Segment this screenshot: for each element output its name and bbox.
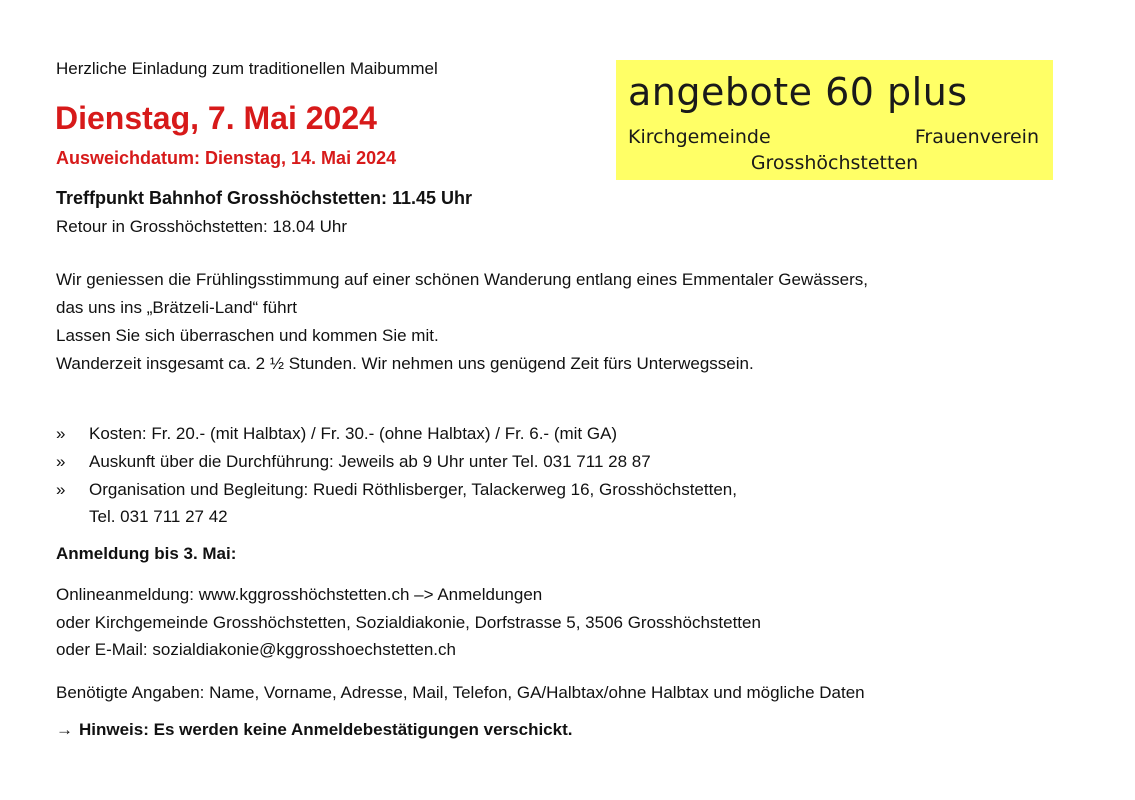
bullet-item-costs: Kosten: Fr. 20.- (mit Halbtax) / Fr. 30.- (ohne Halbtax) / Fr. 6.- (mit GA) xyxy=(89,424,618,443)
logo-kirchgemeinde: Kirchgemeinde xyxy=(628,126,771,148)
bullet-item-phone: Tel. 031 711 27 42 xyxy=(89,507,228,526)
alternative-date: Ausweichdatum: Dienstag, 14. Mai 2024 xyxy=(56,148,397,168)
bullet-item-organisation: Organisation und Begleitung: Ruedi Röthlisberger, Talackerweg 16, Grosshöchstetten, xyxy=(89,480,737,499)
registration-online: Onlineanmeldung: www.kggrosshöchstetten.ch –> Anmeldungen xyxy=(56,585,543,604)
hint-note xyxy=(56,720,572,740)
registration-title: Anmeldung bis 3. Mai: xyxy=(56,544,237,563)
description-line: das uns ins „Brätzeli-Land“ führt xyxy=(56,298,297,317)
description-line: Wanderzeit insgesamt ca. 2 ½ Stunden. Wir nehmen uns genügend Zeit fürs Unterwegssein. xyxy=(56,354,754,373)
intro-text: Herzliche Einladung zum traditionellen Maibummel xyxy=(56,59,438,78)
registration-church: oder Kirchgemeinde Grosshöchstetten, Sozialdiakonie, Dorfstrasse 5, 3506 Grosshöchstetten xyxy=(56,613,761,632)
logo-title: angebote 60 plus xyxy=(628,70,968,114)
event-date-heading: Dienstag, 7. Mai 2024 xyxy=(55,100,377,136)
logo-frauenverein: Frauenverein xyxy=(914,126,1039,148)
hint-text: Hinweis: Es werden keine Anmeldebestätigungen verschickt. xyxy=(79,720,573,739)
arrow-right-icon: → xyxy=(56,720,73,739)
description-line: Wir geniessen die Frühlingsstimmung auf einer schönen Wanderung entlang eines Emmentaler Gewässers, xyxy=(56,270,868,289)
registration-email: oder E-Mail: sozialdiakonie@kggrosshoechstetten.ch xyxy=(56,640,456,659)
bullet-marker: » xyxy=(56,480,66,499)
meeting-point: Treffpunkt Bahnhof Grosshöchstetten: 11.45 Uhr xyxy=(56,188,473,208)
required-info: Benötigte Angaben: Name, Vorname, Adresse, Mail, Telefon, GA/Halbtax/ohne Halbtax und mögliche Daten xyxy=(56,683,865,702)
bullet-marker: » xyxy=(56,452,66,471)
logo-location: Grosshöchstetten xyxy=(750,152,919,174)
bullet-marker: » xyxy=(56,424,66,443)
logo-box xyxy=(616,60,1053,180)
return-time: Retour in Grosshöchstetten: 18.04 Uhr xyxy=(56,217,348,236)
description-line: Lassen Sie sich überraschen und kommen Sie mit. xyxy=(56,326,439,345)
bullet-item-info: Auskunft über die Durchführung: Jeweils ab 9 Uhr unter Tel. 031 711 28 87 xyxy=(89,452,651,471)
